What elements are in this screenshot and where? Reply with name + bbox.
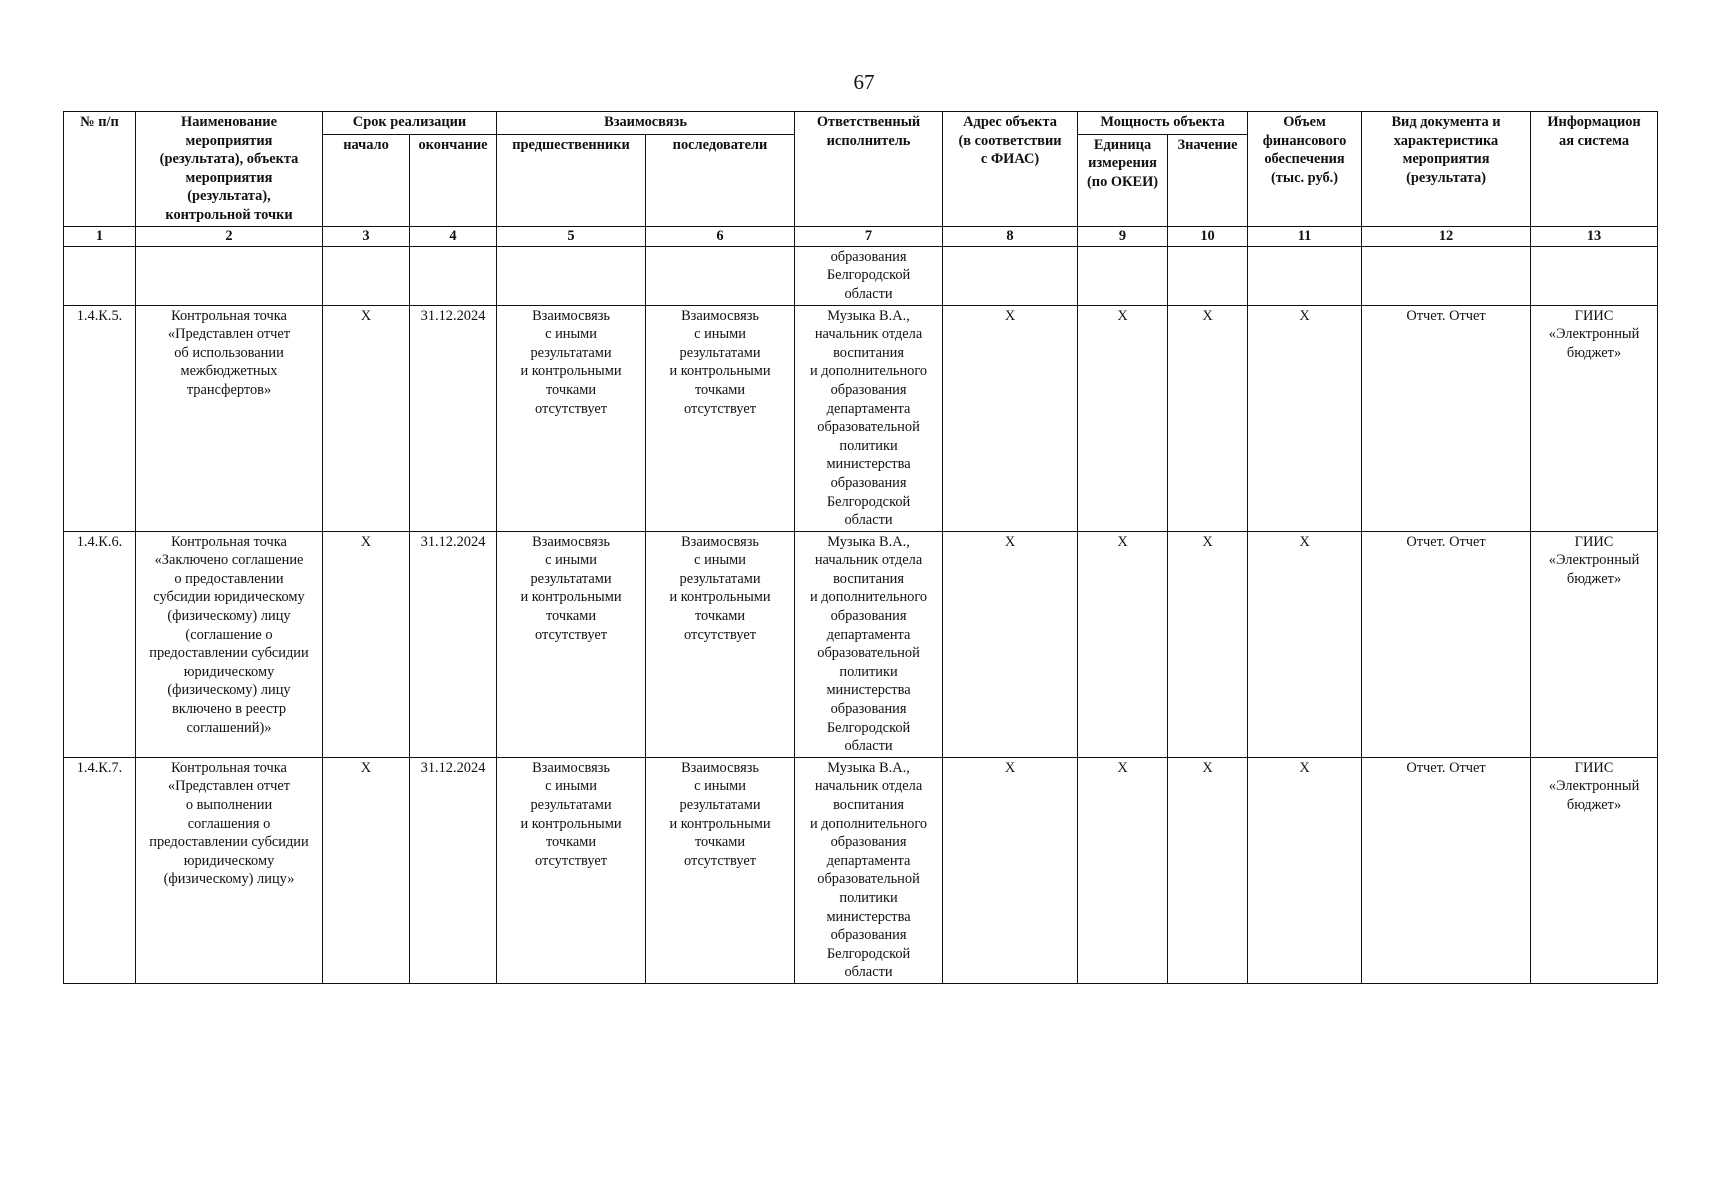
column-number: 9: [1078, 226, 1168, 246]
plan-table: [63, 111, 1658, 984]
row-predecessors: Взаимосвязь с иными результатами и контрольными точками отсутствует: [497, 305, 646, 531]
header-link: Взаимосвязь: [497, 112, 795, 135]
row-document: Отчет. Отчет: [1362, 531, 1531, 757]
column-number: 7: [795, 226, 943, 246]
column-number: 6: [646, 226, 795, 246]
header-start: начало: [323, 134, 410, 226]
header-row-1: [64, 112, 1658, 135]
column-number: 13: [1531, 226, 1658, 246]
header-successors: последователи: [646, 134, 795, 226]
header-info-system: Информацион ая система: [1531, 112, 1658, 227]
header-unit: Единица измерения (по ОКЕИ): [1078, 134, 1168, 226]
row-successors: Взаимосвязь с иными результатами и контрольными точками отсутствует: [646, 531, 795, 757]
row-address: X: [943, 757, 1078, 983]
row-address: X: [943, 305, 1078, 531]
row-end: 31.12.2024: [410, 305, 497, 531]
column-number: 3: [323, 226, 410, 246]
page-number: 67: [853, 70, 875, 94]
continuation-row: [64, 246, 1658, 305]
empty-cell: [943, 246, 1078, 305]
header-end: окончание: [410, 134, 497, 226]
empty-cell: [323, 246, 410, 305]
header-value: Значение: [1168, 134, 1248, 226]
column-number: 5: [497, 226, 646, 246]
row-unit: X: [1078, 531, 1168, 757]
row-name: Контрольная точка «Заключено соглашение о предоставлении субсидии юридическому (физическому) лицу (соглашение о предоставлении субсидии юридическому (физическому) лицу включено в реестр соглашений)»: [136, 531, 323, 757]
column-number: 4: [410, 226, 497, 246]
header-address: Адрес объекта (в соответствии с ФИАС): [943, 112, 1078, 227]
row-predecessors: Взаимосвязь с иными результатами и контрольными точками отсутствует: [497, 757, 646, 983]
header-document: Вид документа и характеристика мероприятия (результата): [1362, 112, 1531, 227]
column-number-row: [64, 226, 1658, 246]
column-number: 10: [1168, 226, 1248, 246]
header-name: Наименование мероприятия (результата), объекта мероприятия (результата), контрольной точки: [136, 112, 323, 227]
row-info-system: ГИИС «Электронный бюджет»: [1531, 531, 1658, 757]
row-start: X: [323, 757, 410, 983]
empty-cell: [497, 246, 646, 305]
row-value: X: [1168, 531, 1248, 757]
table-row: [64, 531, 1658, 757]
row-start: X: [323, 531, 410, 757]
empty-cell: [136, 246, 323, 305]
row-responsible: Музыка В.А., начальник отдела воспитания и дополнительного образования департамента образовательной политики министерства образования Белгородской области: [795, 757, 943, 983]
header-predecessors: предшественники: [497, 134, 646, 226]
column-number: 12: [1362, 226, 1531, 246]
empty-cell: [1362, 246, 1531, 305]
table-row: [64, 305, 1658, 531]
row-address: X: [943, 531, 1078, 757]
row-document: Отчет. Отчет: [1362, 757, 1531, 983]
responsible-cell: образования Белгородской области: [795, 246, 943, 305]
row-unit: X: [1078, 757, 1168, 983]
row-info-system: ГИИС «Электронный бюджет»: [1531, 305, 1658, 531]
header-capacity: Мощность объекта: [1078, 112, 1248, 135]
row-responsible: Музыка В.А., начальник отдела воспитания и дополнительного образования департамента образовательной политики министерства образования Белгородской области: [795, 305, 943, 531]
row-number: 1.4.К.7.: [64, 757, 136, 983]
header-num: № п/п: [64, 112, 136, 227]
column-number: 1: [64, 226, 136, 246]
row-successors: Взаимосвязь с иными результатами и контрольными точками отсутствует: [646, 305, 795, 531]
row-number: 1.4.К.5.: [64, 305, 136, 531]
row-unit: X: [1078, 305, 1168, 531]
row-info-system: ГИИС «Электронный бюджет»: [1531, 757, 1658, 983]
row-end: 31.12.2024: [410, 757, 497, 983]
empty-cell: [1531, 246, 1658, 305]
row-name: Контрольная точка «Представлен отчет об использовании межбюджетных трансфертов»: [136, 305, 323, 531]
empty-cell: [410, 246, 497, 305]
row-value: X: [1168, 305, 1248, 531]
row-responsible: Музыка В.А., начальник отдела воспитания и дополнительного образования департамента образовательной политики министерства образования Белгородской области: [795, 531, 943, 757]
empty-cell: [1168, 246, 1248, 305]
column-number: 11: [1248, 226, 1362, 246]
row-successors: Взаимосвязь с иными результатами и контрольными точками отсутствует: [646, 757, 795, 983]
table-row: [64, 757, 1658, 983]
empty-cell: [1248, 246, 1362, 305]
column-number: 8: [943, 226, 1078, 246]
row-end: 31.12.2024: [410, 531, 497, 757]
row-finance: X: [1248, 305, 1362, 531]
header-period: Срок реализации: [323, 112, 497, 135]
empty-cell: [1078, 246, 1168, 305]
row-name: Контрольная точка «Представлен отчет о выполнении соглашения о предоставлении субсидии юридическому (физическому) лицу»: [136, 757, 323, 983]
row-predecessors: Взаимосвязь с иными результатами и контрольными точками отсутствует: [497, 531, 646, 757]
row-value: X: [1168, 757, 1248, 983]
header-finance: Объем финансового обеспечения (тыс. руб.): [1248, 112, 1362, 227]
empty-cell: [64, 246, 136, 305]
row-number: 1.4.К.6.: [64, 531, 136, 757]
empty-cell: [646, 246, 795, 305]
row-start: X: [323, 305, 410, 531]
header-responsible: Ответственный исполнитель: [795, 112, 943, 227]
row-document: Отчет. Отчет: [1362, 305, 1531, 531]
column-number: 2: [136, 226, 323, 246]
row-finance: X: [1248, 531, 1362, 757]
row-finance: X: [1248, 757, 1362, 983]
